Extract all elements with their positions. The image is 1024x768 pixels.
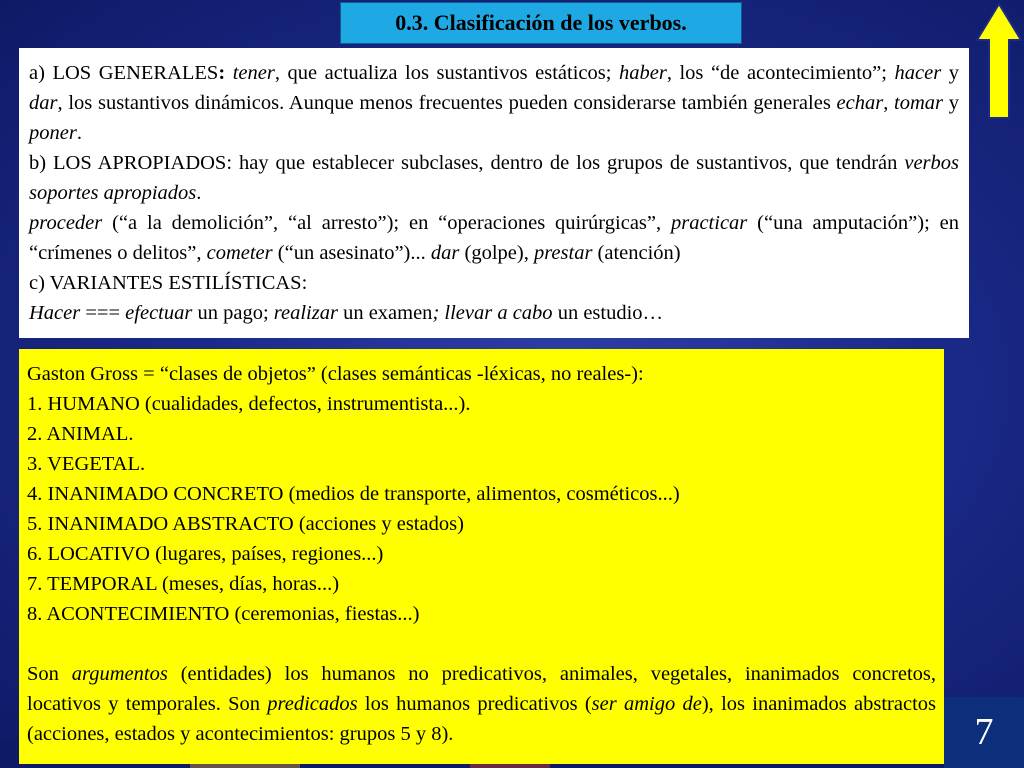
italic-text-run: prestar xyxy=(533,242,593,264)
text-run: c) VARIANTES ESTILÍSTICAS: xyxy=(29,272,308,294)
text-run: un pago; xyxy=(192,302,274,324)
text-run: , xyxy=(883,92,895,114)
text-run: ), los inanimados abstractos (acciones, estados y acontecimientos: grupos 5 y 8). xyxy=(27,693,937,745)
text-run: a) LOS GENERALES xyxy=(29,62,219,84)
text-run: . xyxy=(196,182,202,204)
text-run: === xyxy=(80,302,126,324)
text-run: Son xyxy=(27,663,72,685)
italic-text-run: tomar xyxy=(894,92,944,114)
text-run: y xyxy=(941,62,959,84)
list-line: 6. LOCATIVO (lugares, países, regiones...) xyxy=(27,543,384,565)
italic-text-run: proceder xyxy=(29,212,103,234)
list-line: Gaston Gross = “clases de objetos” (clases semánticas -léxicas, no reales-): xyxy=(27,363,644,385)
page-number: 7 xyxy=(944,697,1024,768)
text-run: , que actualiza los sustantivos estáticos; xyxy=(274,62,619,84)
up-arrow-icon[interactable] xyxy=(975,2,1023,120)
paragraph-generales xyxy=(29,58,959,148)
list-line: 8. ACONTECIMIENTO (ceremonias, fiestas...) xyxy=(27,603,420,625)
text-run: (entidades) los humanos no predicativos, animales, vegetales, inanimados concretos, locativos y temporales. Son xyxy=(27,663,937,715)
list-line: 5. INANIMADO ABSTRACTO (acciones y estados) xyxy=(27,513,464,535)
text-run: (atención) xyxy=(592,242,681,264)
text-run: y xyxy=(943,92,959,114)
italic-text-run: practicar xyxy=(670,212,748,234)
object-classes-box xyxy=(19,349,944,764)
italic-text-run: realizar xyxy=(273,302,338,324)
paragraph-variantes-example xyxy=(29,298,959,328)
text-run: (golpe), xyxy=(459,242,534,264)
list-line: 1. HUMANO (cualidades, defectos, instrumentista...). xyxy=(27,393,471,415)
italic-text-run: dar xyxy=(430,242,460,264)
paragraph-variantes xyxy=(29,268,959,298)
text-run: , los sustantivos dinámicos. Aunque menos frecuentes pueden considerarse también generales xyxy=(57,92,837,114)
italic-text-run: efectuar xyxy=(125,302,193,324)
text-run: b) LOS APROPIADOS: hay que establecer subclases, dentro de los grupos de sustantivos, que tendrán xyxy=(29,152,905,174)
text-run: (“una amputación”); en “crímenes o delitos”, xyxy=(29,212,959,264)
paragraph-examples xyxy=(29,208,959,268)
list-line: 7. TEMPORAL (meses, días, horas...) xyxy=(27,573,340,595)
text-run: , los “de acontecimiento”; xyxy=(666,62,895,84)
italic-text-run: haber xyxy=(618,62,667,84)
list-line: 4. INANIMADO CONCRETO (medios de transporte, alimentos, cosméticos...) xyxy=(27,483,680,505)
text-run: un estudio… xyxy=(552,302,664,324)
paragraph-apropiados xyxy=(29,148,959,208)
italic-text-run: echar xyxy=(836,92,884,114)
italic-text-run: tener xyxy=(232,62,275,84)
slide-title: 0.3. Clasificación de los verbos. xyxy=(340,2,742,44)
text-run: un examen xyxy=(337,302,433,324)
text-run: (“a la demolición”, “al arresto”); en “operaciones quirúrgicas”, xyxy=(102,212,671,234)
italic-text-run: poner xyxy=(29,122,77,144)
text-run: : xyxy=(218,62,233,84)
italic-text-run: cometer xyxy=(206,242,273,264)
verb-classification-box xyxy=(19,48,969,338)
italic-text-run: predicados xyxy=(267,693,358,715)
italic-text-run: Hacer xyxy=(29,302,81,324)
italic-text-run: dar xyxy=(29,92,58,114)
italic-text-run: verbos soportes apropiados xyxy=(29,152,959,204)
italic-text-run: ser amigo de xyxy=(591,693,702,715)
italic-text-run: hacer xyxy=(894,62,942,84)
italic-text-run: ; llevar a cabo xyxy=(432,302,553,324)
italic-text-run: argumentos xyxy=(71,663,168,685)
spacer xyxy=(27,629,936,659)
text-run: los humanos predicativos ( xyxy=(357,693,592,715)
list-line: 3. VEGETAL. xyxy=(27,453,146,475)
text-run: (“un asesinato”)... xyxy=(272,242,431,264)
text-run: . xyxy=(76,122,82,144)
list-line: 2. ANIMAL. xyxy=(27,423,134,445)
arguments-paragraph xyxy=(27,659,936,749)
